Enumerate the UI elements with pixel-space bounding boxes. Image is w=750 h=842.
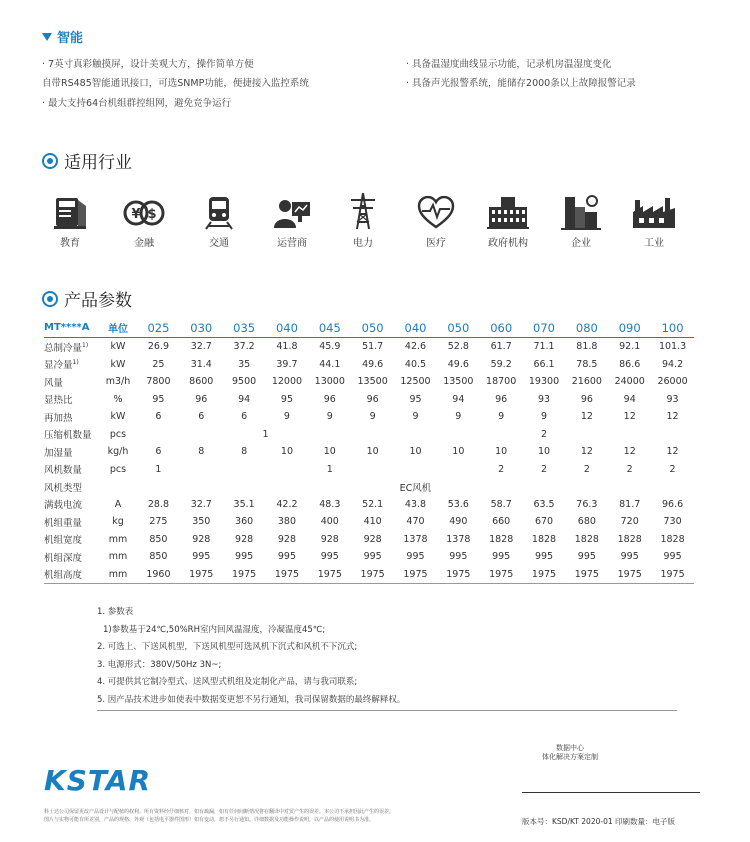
cell-value: 52.1 — [362, 498, 384, 510]
row-name — [44, 461, 99, 479]
cell-value: 45.9 — [319, 341, 341, 353]
cell-value: 1975 — [189, 568, 214, 580]
row-name-text: 显冷量 — [44, 360, 73, 372]
cell-value: 1 — [155, 463, 162, 475]
cell-value: 32.7 — [190, 498, 212, 510]
note-line: 3. 电源形式：380V/50Hz 3N~; — [97, 659, 222, 670]
book-icon — [50, 196, 90, 230]
row-unit: A — [114, 498, 122, 510]
row-name-text: 压缩机数量 — [44, 430, 92, 442]
cell-value: 44.1 — [319, 358, 341, 370]
table-row — [44, 513, 694, 531]
header-model: 100 — [661, 320, 684, 335]
cell-value: 2 — [540, 463, 548, 475]
cell-value: 9 — [498, 411, 505, 423]
cell-value: 18700 — [486, 376, 517, 388]
cell-value: 24000 — [614, 376, 645, 388]
cell-value: 730 — [663, 516, 682, 528]
header-model: 045 — [318, 320, 341, 335]
cell-value: 95 — [409, 393, 422, 405]
note-line: 2. 可选上、下送风机型，下送风机型可选风机下沉式和风机不下沉式; — [97, 642, 358, 652]
cell-value: 995 — [492, 551, 511, 563]
cell-value: 1975 — [403, 568, 428, 580]
row-name — [44, 443, 99, 461]
header-model: 040 — [404, 320, 427, 335]
cell-value: 32.7 — [190, 341, 212, 353]
row-name — [44, 478, 99, 496]
row-name-text: 机组深度 — [44, 552, 83, 564]
cell-value: 35 — [238, 358, 251, 370]
cell-value: 48.3 — [319, 498, 341, 510]
cell-value: 8 — [198, 446, 205, 458]
cell-value: 1378 — [446, 533, 471, 545]
data-center-caption — [520, 744, 620, 762]
caption-line: 体化解决方案定制 — [542, 753, 598, 761]
table-row — [44, 443, 694, 461]
train-icon — [201, 196, 237, 230]
row-name-text: 风量 — [44, 377, 64, 389]
cell-value: 1975 — [531, 568, 557, 580]
row-unit: m3/h — [105, 376, 131, 388]
cell-value: 94 — [238, 393, 251, 405]
cell-value: 275 — [149, 516, 168, 528]
government-building-icon — [487, 196, 529, 230]
cell-value: 1 — [262, 428, 269, 440]
feature-text: 自带RS485智能通讯接口，可选SNMP功能，便捷接入监控系统 — [42, 78, 309, 89]
cell-value: 995 — [277, 551, 297, 563]
cell-value: 52.8 — [447, 341, 469, 353]
table-header-row — [44, 318, 694, 338]
kstar-logo: KSTAR — [44, 764, 152, 797]
table-row — [44, 496, 694, 514]
industry-power — [333, 192, 393, 249]
cell-value: 850 — [149, 551, 168, 563]
cell-value: 35.1 — [233, 498, 255, 510]
cell-value: 720 — [620, 516, 639, 528]
cell-value: 51.7 — [362, 341, 384, 353]
cell-value: 12500 — [400, 376, 431, 388]
cell-value: 10 — [366, 446, 379, 458]
row-name — [44, 496, 99, 514]
cell-value: 12 — [580, 411, 593, 423]
industry-enterprise — [551, 194, 611, 249]
row-unit: mm — [108, 568, 128, 580]
cell-value: 1975 — [317, 568, 342, 580]
header-unit-label: 单位 — [108, 324, 128, 335]
cell-value: 21600 — [571, 376, 602, 388]
cell-value: 92.1 — [619, 341, 641, 353]
table-row — [44, 373, 694, 391]
footnote-marker: 1) — [82, 341, 89, 349]
cell-value: 360 — [235, 516, 254, 528]
caption-line: 数据中心 — [556, 744, 584, 752]
cell-value: 928 — [192, 533, 211, 545]
cell-value: 928 — [277, 533, 297, 545]
industry-government — [478, 196, 538, 249]
params-title: 产品参数 — [64, 291, 132, 311]
cell-value: 995 — [534, 551, 554, 563]
industry-label: 金融 — [134, 238, 154, 249]
header-model: 050 — [361, 320, 384, 335]
cell-value: 10 — [537, 446, 551, 458]
heartbeat-icon — [417, 196, 455, 230]
cell-value: 95 — [280, 393, 293, 405]
factory-icon — [631, 194, 677, 230]
row-name-text: 再加热 — [44, 412, 73, 424]
row-name — [44, 338, 99, 356]
industry-transport — [189, 196, 249, 249]
cell-value: 1828 — [531, 533, 557, 545]
note-line: 1. 参数表 — [97, 607, 134, 617]
cell-value: 8600 — [189, 376, 214, 388]
cell-value: 96 — [366, 393, 379, 405]
cell-value: 995 — [663, 551, 682, 563]
cell-value: 10 — [323, 446, 336, 458]
row-unit: mm — [108, 533, 128, 545]
cell-value: 96 — [495, 393, 508, 405]
industry-operator — [262, 196, 322, 249]
industries-heading — [42, 148, 132, 173]
ring-bullet-icon — [42, 291, 58, 307]
industry-medical — [406, 196, 466, 249]
operator-icon — [272, 196, 312, 230]
divider — [522, 792, 700, 793]
notes — [97, 604, 405, 709]
cell-value: 995 — [577, 551, 596, 563]
cell-value: 670 — [534, 516, 554, 528]
row-name-text: 机组重量 — [44, 517, 83, 529]
industry-label: 运营商 — [277, 238, 307, 249]
table-row — [44, 461, 694, 479]
cell-value: 12000 — [271, 376, 303, 388]
industry-label: 工业 — [644, 238, 664, 249]
cell-value: 93 — [537, 393, 551, 405]
cell-value: 53.6 — [447, 498, 469, 510]
cell-value: 78.5 — [576, 358, 598, 370]
cell-value: 94 — [623, 393, 636, 405]
cell-value: 26.9 — [147, 341, 169, 353]
table-row — [44, 426, 694, 444]
header-model: 080 — [575, 320, 598, 335]
cell-value: 12 — [666, 446, 679, 458]
industry-label: 政府机构 — [488, 238, 528, 249]
cell-value: 1975 — [232, 568, 257, 580]
row-name — [44, 356, 99, 374]
footnote-marker: 1) — [72, 359, 79, 367]
cell-value: 9 — [412, 411, 419, 423]
cell-value: 10 — [280, 446, 293, 458]
cell-value: 13500 — [443, 376, 474, 388]
cell-value: 1975 — [446, 568, 471, 580]
industry-industrial — [624, 194, 684, 249]
industries-title: 适用行业 — [64, 153, 132, 173]
header-model: 035 — [233, 320, 256, 335]
cell-value: 28.8 — [147, 498, 169, 510]
header-model: 025 — [147, 320, 170, 335]
cell-value: 928 — [235, 533, 254, 545]
cell-value: 1828 — [574, 533, 599, 545]
cell-value: 2 — [583, 463, 590, 475]
cell-value: 1975 — [660, 568, 685, 580]
cell-value: 7800 — [146, 376, 171, 388]
cell-value: 995 — [235, 551, 254, 563]
row-unit: % — [113, 393, 123, 405]
industry-label: 教育 — [60, 238, 80, 249]
cell-value: 59.2 — [490, 358, 512, 370]
cell-value: 2 — [541, 428, 548, 440]
row-name — [44, 548, 99, 566]
svg-text:$: $ — [147, 207, 157, 222]
row-name-text: 显热比 — [44, 395, 73, 407]
cell-value: 39.7 — [276, 358, 298, 370]
smart-section-title — [42, 27, 83, 46]
cell-value: 95 — [152, 393, 165, 405]
industry-label: 医疗 — [426, 238, 446, 249]
table-row — [44, 548, 694, 566]
cell-value: 13500 — [357, 376, 388, 388]
cell-value: 1975 — [617, 568, 642, 580]
params-heading — [42, 286, 132, 311]
currency-icon — [122, 196, 166, 230]
cell-value: 6 — [198, 411, 205, 423]
cell-value: 96 — [323, 393, 336, 405]
row-name — [44, 513, 99, 531]
cell-value: 995 — [363, 551, 382, 563]
row-name — [44, 408, 99, 426]
header-model: 090 — [618, 320, 641, 335]
cell-value: 9 — [283, 411, 290, 423]
cell-value: 10 — [452, 446, 465, 458]
cell-value: 2 — [626, 463, 633, 475]
header-model: 050 — [447, 320, 470, 335]
feature-text: · 7英寸真彩触摸屏，设计美观大方，操作简单方便 — [42, 59, 254, 70]
cell-value: 81.7 — [619, 498, 641, 510]
row-name — [44, 426, 99, 444]
row-unit: kW — [110, 411, 126, 423]
table-row — [44, 391, 694, 409]
row-name — [44, 566, 99, 584]
cell-value: 25 — [152, 358, 165, 370]
cell-value: 13000 — [314, 376, 345, 388]
note-line: 5. 因产品技术进步如使表中数据变更恕不另行通知，我司保留数据的最终解释权。 — [97, 694, 406, 705]
industry-label: 电力 — [353, 238, 373, 249]
cell-value: 1975 — [489, 568, 514, 580]
cell-value: 19300 — [528, 376, 560, 388]
row-unit: pcs — [109, 428, 127, 440]
row-name-text: 机组宽度 — [44, 535, 83, 547]
note-line: 1)参数基于24℃,50%RH室内回风温湿度，冷凝温度45℃; — [103, 624, 326, 635]
cell-value: EC风机 — [399, 482, 432, 494]
industry-label: 交通 — [209, 238, 229, 249]
table-row — [44, 531, 694, 549]
disclaimer-line: 科士达公司保留更改产品设计与配植的权利。所有资料经仔细核对，如有疏漏，如有任何间断情况将在翻译中对贸产生的误差。本公司不承担因此产生的误差。 — [44, 809, 395, 815]
header-model: 040 — [275, 320, 298, 335]
row-name-text: 满载电流 — [44, 500, 83, 512]
cell-value: 42.6 — [404, 341, 427, 353]
cell-value: 12 — [623, 411, 636, 423]
row-unit — [99, 478, 137, 496]
cell-value: 76.3 — [576, 498, 598, 510]
cell-value: 71.1 — [533, 341, 555, 353]
row-name — [44, 531, 99, 549]
cell-value: 928 — [363, 533, 382, 545]
row-unit: kW — [110, 358, 126, 370]
product-parameters-table — [44, 318, 694, 584]
cell-value: 9500 — [232, 376, 257, 388]
cell-value: 850 — [149, 533, 168, 545]
row-name-text: 风机类型 — [44, 482, 83, 494]
cell-value: 400 — [320, 516, 339, 528]
cell-value: 680 — [577, 516, 596, 528]
row-unit: kg — [112, 516, 124, 528]
cell-value: 2 — [669, 463, 676, 475]
cell-value: 6 — [155, 411, 162, 423]
cell-value: 49.6 — [362, 358, 384, 370]
cell-value: 9 — [369, 411, 376, 423]
row-unit: mm — [108, 551, 128, 563]
cell-value: 660 — [492, 516, 511, 528]
row-unit: pcs — [109, 463, 127, 475]
feature-text: · 最大支持64台机组群控组网，避免竞争运行 — [42, 98, 232, 109]
cell-value: 12 — [580, 446, 593, 458]
row-name-text: 总制冷量 — [44, 342, 83, 354]
row-name-text: 机组高度 — [44, 570, 83, 582]
cell-value: 81.8 — [576, 341, 598, 353]
cell-value: 58.7 — [490, 498, 512, 510]
cell-value: 995 — [192, 551, 211, 563]
cell-value: 9 — [540, 411, 548, 423]
power-tower-icon — [345, 192, 381, 230]
cell-value: 10 — [495, 446, 508, 458]
note-line: 4. 可提供其它制冷型式、送风型式机组及定制化产品，请与我司联系; — [97, 677, 358, 687]
cell-value: 928 — [320, 533, 339, 545]
disclaimer — [44, 808, 394, 824]
row-name — [44, 391, 99, 409]
disclaimer-line: 图片与实物可能有所差别，产品的规格、外观（包括电平器件图形）如有变动，恕不另行通知。详细数据及功能操作说明，以产品的使用说明书为准。 — [44, 817, 375, 823]
cell-value: 26000 — [657, 376, 688, 388]
cell-value: 1960 — [146, 568, 171, 580]
cell-value: 995 — [320, 551, 339, 563]
industry-label: 企业 — [571, 238, 591, 249]
header-model: 070 — [533, 320, 555, 335]
table-row — [44, 356, 694, 374]
row-name-text: 风机数量 — [44, 465, 83, 477]
cell-value: 8 — [241, 446, 248, 458]
cell-value: 96.6 — [661, 498, 684, 510]
row-unit: kW — [110, 341, 126, 353]
cell-value: 63.5 — [533, 498, 555, 510]
table-row — [44, 408, 694, 426]
cell-value: 96 — [195, 393, 208, 405]
row-name-text: 加湿量 — [44, 447, 73, 459]
feature-text: · 具备温湿度曲线显示功能，记录机房温湿度变化 — [406, 59, 612, 70]
enterprise-building-icon — [561, 194, 601, 230]
cell-value: 41.8 — [276, 341, 298, 353]
cell-value: 350 — [192, 516, 211, 528]
cell-value: 410 — [363, 516, 382, 528]
cell-value: 6 — [155, 446, 162, 458]
cell-value: 42.2 — [276, 498, 298, 510]
triangle-down-icon — [42, 33, 52, 41]
table-row — [44, 478, 694, 496]
table-row — [44, 338, 694, 356]
cell-value: 10 — [409, 446, 422, 458]
table-row — [44, 566, 694, 584]
cell-value: 9 — [455, 411, 462, 423]
header-model-label: MT****A — [44, 322, 90, 333]
cell-value: 470 — [406, 516, 425, 528]
svg-text:¥: ¥ — [131, 207, 141, 222]
cell-value: 1 — [326, 463, 333, 475]
cell-value: 43.8 — [404, 498, 427, 510]
cell-value: 995 — [620, 551, 639, 563]
cell-value: 6 — [241, 411, 248, 423]
cell-value: 1828 — [489, 533, 514, 545]
cell-value: 1828 — [660, 533, 685, 545]
cell-value: 86.6 — [619, 358, 641, 370]
cell-value: 12 — [623, 446, 636, 458]
cell-value: 12 — [666, 411, 679, 423]
cell-value: 995 — [449, 551, 468, 563]
version-info: 版本号：KSD/KT 2020-01 印刷数量：电子版 — [522, 817, 676, 826]
cell-value: 1378 — [403, 533, 428, 545]
ring-bullet-icon — [42, 153, 58, 169]
row-name — [44, 373, 99, 391]
smart-title-text: 智能 — [57, 31, 84, 46]
industry-education — [40, 196, 100, 249]
cell-value: 66.1 — [533, 358, 555, 370]
cell-value: 31.4 — [190, 358, 212, 370]
cell-value: 1828 — [617, 533, 642, 545]
industry-finance — [114, 196, 174, 249]
cell-value: 96 — [580, 393, 593, 405]
cell-value: 61.7 — [490, 341, 512, 353]
cell-value: 1975 — [360, 568, 385, 580]
cell-value: 1975 — [574, 568, 599, 580]
cell-value: 40.5 — [404, 358, 427, 370]
feature-text: · 具备声光报警系统，能储存2000条以上故障报警记录 — [406, 78, 636, 89]
cell-value: 93 — [666, 393, 679, 405]
cell-value: 101.3 — [658, 341, 687, 353]
cell-value: 1975 — [274, 568, 300, 580]
cell-value: 49.6 — [447, 358, 469, 370]
cell-value: 490 — [449, 516, 468, 528]
cell-value: 9 — [326, 411, 333, 423]
header-model: 060 — [490, 320, 513, 335]
cell-value: 380 — [277, 516, 297, 528]
header-model: 030 — [190, 320, 213, 335]
cell-value: 37.2 — [233, 341, 255, 353]
divider — [97, 710, 677, 711]
cell-value: 94.2 — [661, 358, 684, 370]
row-unit: kg/h — [107, 446, 129, 458]
cell-value: 2 — [498, 463, 505, 475]
cell-value: 995 — [406, 551, 425, 563]
cell-value: 94 — [452, 393, 465, 405]
